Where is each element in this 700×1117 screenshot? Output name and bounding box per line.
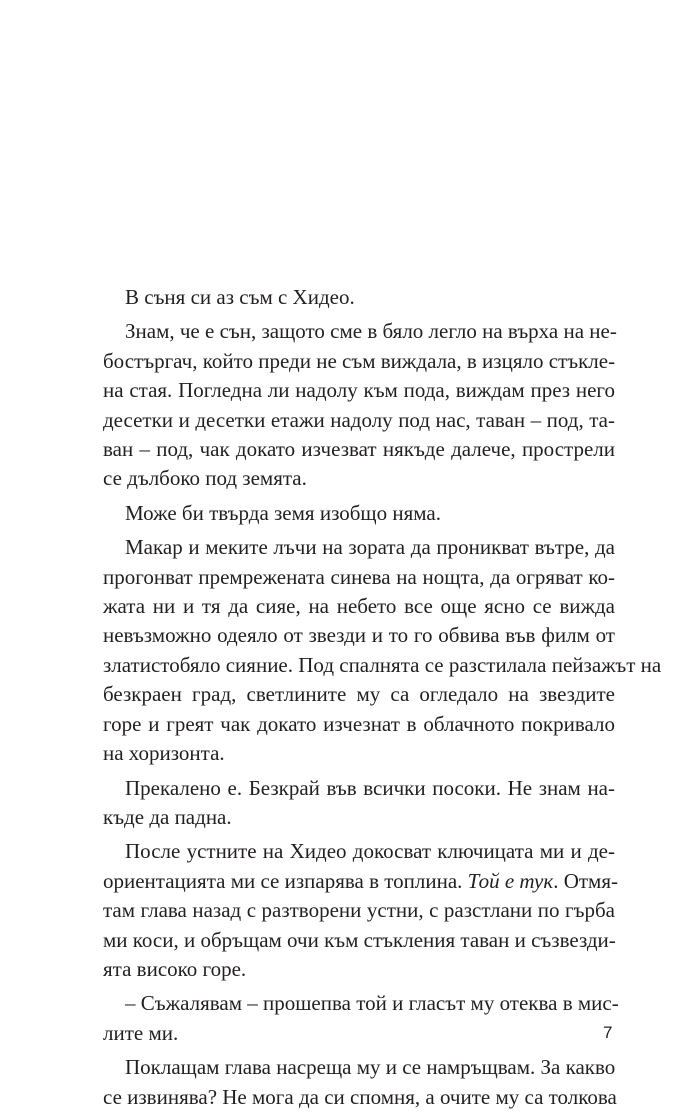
text-line: къде да падна.	[103, 804, 232, 829]
body-text	[103, 283, 662, 1117]
paragraph-8	[103, 1053, 615, 1112]
paragraph-2	[103, 317, 615, 493]
text-line: После устните на Хидео докосват ключицата ми и де-	[125, 839, 615, 864]
text-line: Знам, че е сън, защото сме в бяло легло на върха на не-	[125, 319, 617, 344]
text-line: Може би твърда земя изобщо няма.	[125, 500, 441, 525]
paragraph-7	[103, 989, 619, 1048]
text-line: – Съжалявам – прошепва той и гласът му отеква в мис-	[125, 991, 619, 1016]
text-line: ята високо горе.	[103, 956, 247, 981]
italic-phrase: Той е тук	[467, 868, 554, 893]
paragraph-5	[103, 774, 615, 833]
text-line: на стая. Погледна ли надолу към пода, виждам през него	[103, 378, 615, 403]
text-line: на хоризонта.	[103, 741, 225, 766]
text-line: се извинява? Не мога да си спомня, а очите му са толкова	[103, 1084, 617, 1109]
text-line: златистобяло сияние. Под спалнята се разстилала пейзажът на	[103, 652, 662, 677]
text-line: бостъргач, който преди не съм виждала, в изцяло стъкле-	[103, 348, 616, 373]
text-line: Прекалено е. Безкрай във всички посоки. Не знам на-	[125, 775, 615, 800]
page-number: 7	[603, 1023, 613, 1042]
paragraph-4	[103, 533, 662, 768]
text-line: лите ми.	[103, 1020, 179, 1045]
text-line: горе и греят чак докато изчезнат в облачното покривало	[103, 711, 615, 736]
text-line: жата ни и тя да сияе, на небето все още ясно се вижда	[103, 594, 615, 619]
paragraph-6	[103, 837, 618, 984]
text-line: невъзможно одеяло от звезди и то го обвива във филм от	[103, 623, 615, 648]
text-line: ориентацията ми се изпарява в топлина. Той е тук. Отмя-	[103, 868, 618, 893]
text-line: ван – под, чак докато изчезват някъде далече, прострели	[103, 437, 615, 462]
text-line: Поклащам глава насреща му и се намръщвам. За какво	[125, 1055, 616, 1080]
text-line: В съня си аз съм с Хидео.	[125, 285, 355, 309]
text-line: десетки и десетки етажи надолу под нас, таван – под, та-	[103, 407, 615, 432]
text-line: прогонват премрежената синева на нощта, да огряват ко-	[103, 564, 615, 589]
text-line: ми коси, и обръщам очи към стъкления таван и съзвезди-	[103, 927, 616, 952]
paragraph-3	[103, 499, 615, 528]
paragraph-1	[103, 283, 615, 312]
text-line: безкраен град, светлините му са огледало на звездите	[103, 682, 615, 707]
text-line: Макар и меките лъчи на зората да проникват вътре, да	[125, 535, 615, 560]
text-line: се дълбоко под земята.	[103, 466, 307, 491]
text-line: там глава назад с разтворени устни, с разстлани по гърба	[103, 898, 615, 923]
